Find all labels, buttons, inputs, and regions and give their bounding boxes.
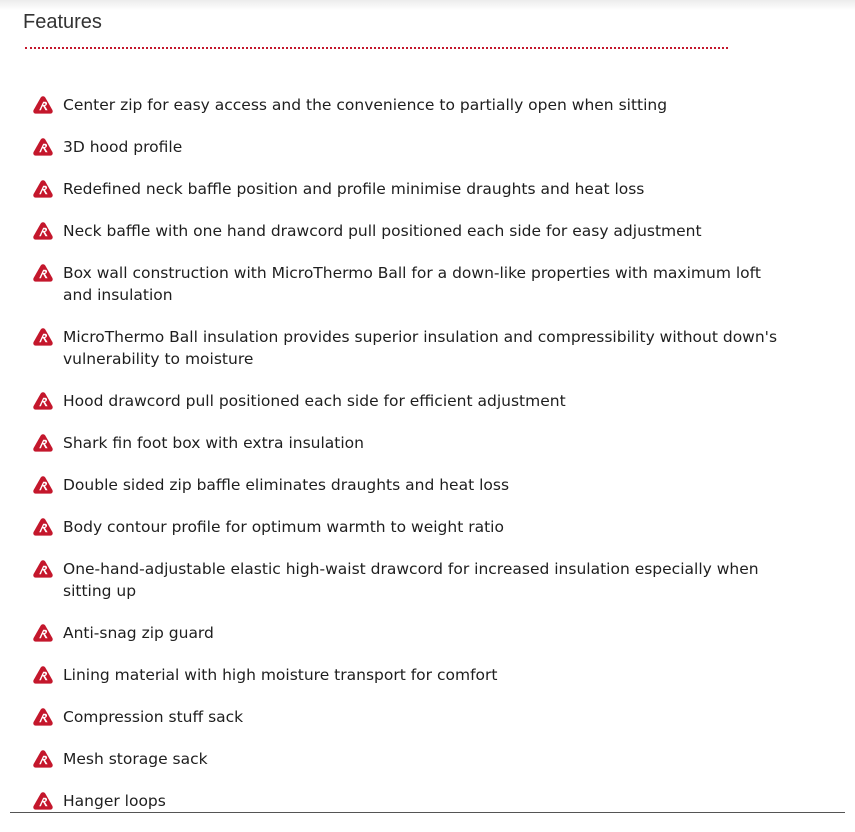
brand-peak-icon — [32, 475, 54, 495]
feature-item — [0, 790, 793, 812]
feature-list — [0, 94, 793, 832]
brand-peak-icon — [32, 559, 54, 579]
feature-item — [0, 664, 793, 686]
brand-peak-icon — [32, 263, 54, 283]
feature-item — [0, 706, 793, 728]
feature-item — [0, 178, 793, 200]
feature-item — [0, 390, 793, 412]
feature-item — [0, 94, 793, 116]
brand-peak-icon — [32, 137, 54, 157]
feature-item — [0, 748, 793, 770]
feature-text: Mesh storage sack — [63, 750, 208, 768]
feature-text: One-hand-adjustable elastic high-waist drawcord for increased insulation especially when sitting up — [63, 560, 759, 600]
feature-text: Neck baffle with one hand drawcord pull positioned each side for easy adjustment — [63, 222, 702, 240]
brand-peak-icon — [32, 707, 54, 727]
feature-text: Lining material with high moisture transport for comfort — [63, 666, 498, 684]
feature-text: Anti-snag zip guard — [63, 624, 214, 642]
brand-peak-icon — [32, 665, 54, 685]
feature-text: Redefined neck baffle position and profile minimise draughts and heat loss — [63, 180, 645, 198]
feature-item — [0, 262, 793, 306]
feature-text: Box wall construction with MicroThermo Ball for a down-like properties with maximum loft and insulation — [63, 264, 761, 304]
bottom-divider — [10, 812, 845, 813]
feature-text: Body contour profile for optimum warmth to weight ratio — [63, 518, 504, 536]
brand-peak-icon — [32, 95, 54, 115]
feature-text: Hanger loops — [63, 792, 166, 810]
brand-peak-icon — [32, 517, 54, 537]
feature-item — [0, 136, 793, 158]
feature-item — [0, 474, 793, 496]
brand-peak-icon — [32, 749, 54, 769]
feature-text: Compression stuff sack — [63, 708, 244, 726]
feature-item — [0, 326, 793, 370]
brand-peak-icon — [32, 433, 54, 453]
feature-text: 3D hood profile — [63, 138, 183, 156]
feature-text: Double sided zip baffle eliminates draughts and heat loss — [63, 476, 510, 494]
feature-text: MicroThermo Ball insulation provides superior insulation and compressibility without down's vulnerability to moisture — [63, 328, 778, 368]
brand-peak-icon — [32, 327, 54, 347]
brand-peak-icon — [32, 391, 54, 411]
feature-text: Shark fin foot box with extra insulation — [63, 434, 364, 452]
brand-peak-icon — [32, 179, 54, 199]
feature-text: Center zip for easy access and the convenience to partially open when sitting — [63, 96, 668, 114]
section-title: Features — [23, 11, 102, 33]
brand-peak-icon — [32, 791, 54, 811]
title-divider — [25, 47, 728, 49]
feature-item — [0, 558, 793, 602]
brand-peak-icon — [32, 623, 54, 643]
feature-item — [0, 432, 793, 454]
feature-text: Hood drawcord pull positioned each side for efficient adjustment — [63, 392, 566, 410]
brand-peak-icon — [32, 221, 54, 241]
feature-item — [0, 220, 793, 242]
feature-item — [0, 622, 793, 644]
feature-item — [0, 516, 793, 538]
